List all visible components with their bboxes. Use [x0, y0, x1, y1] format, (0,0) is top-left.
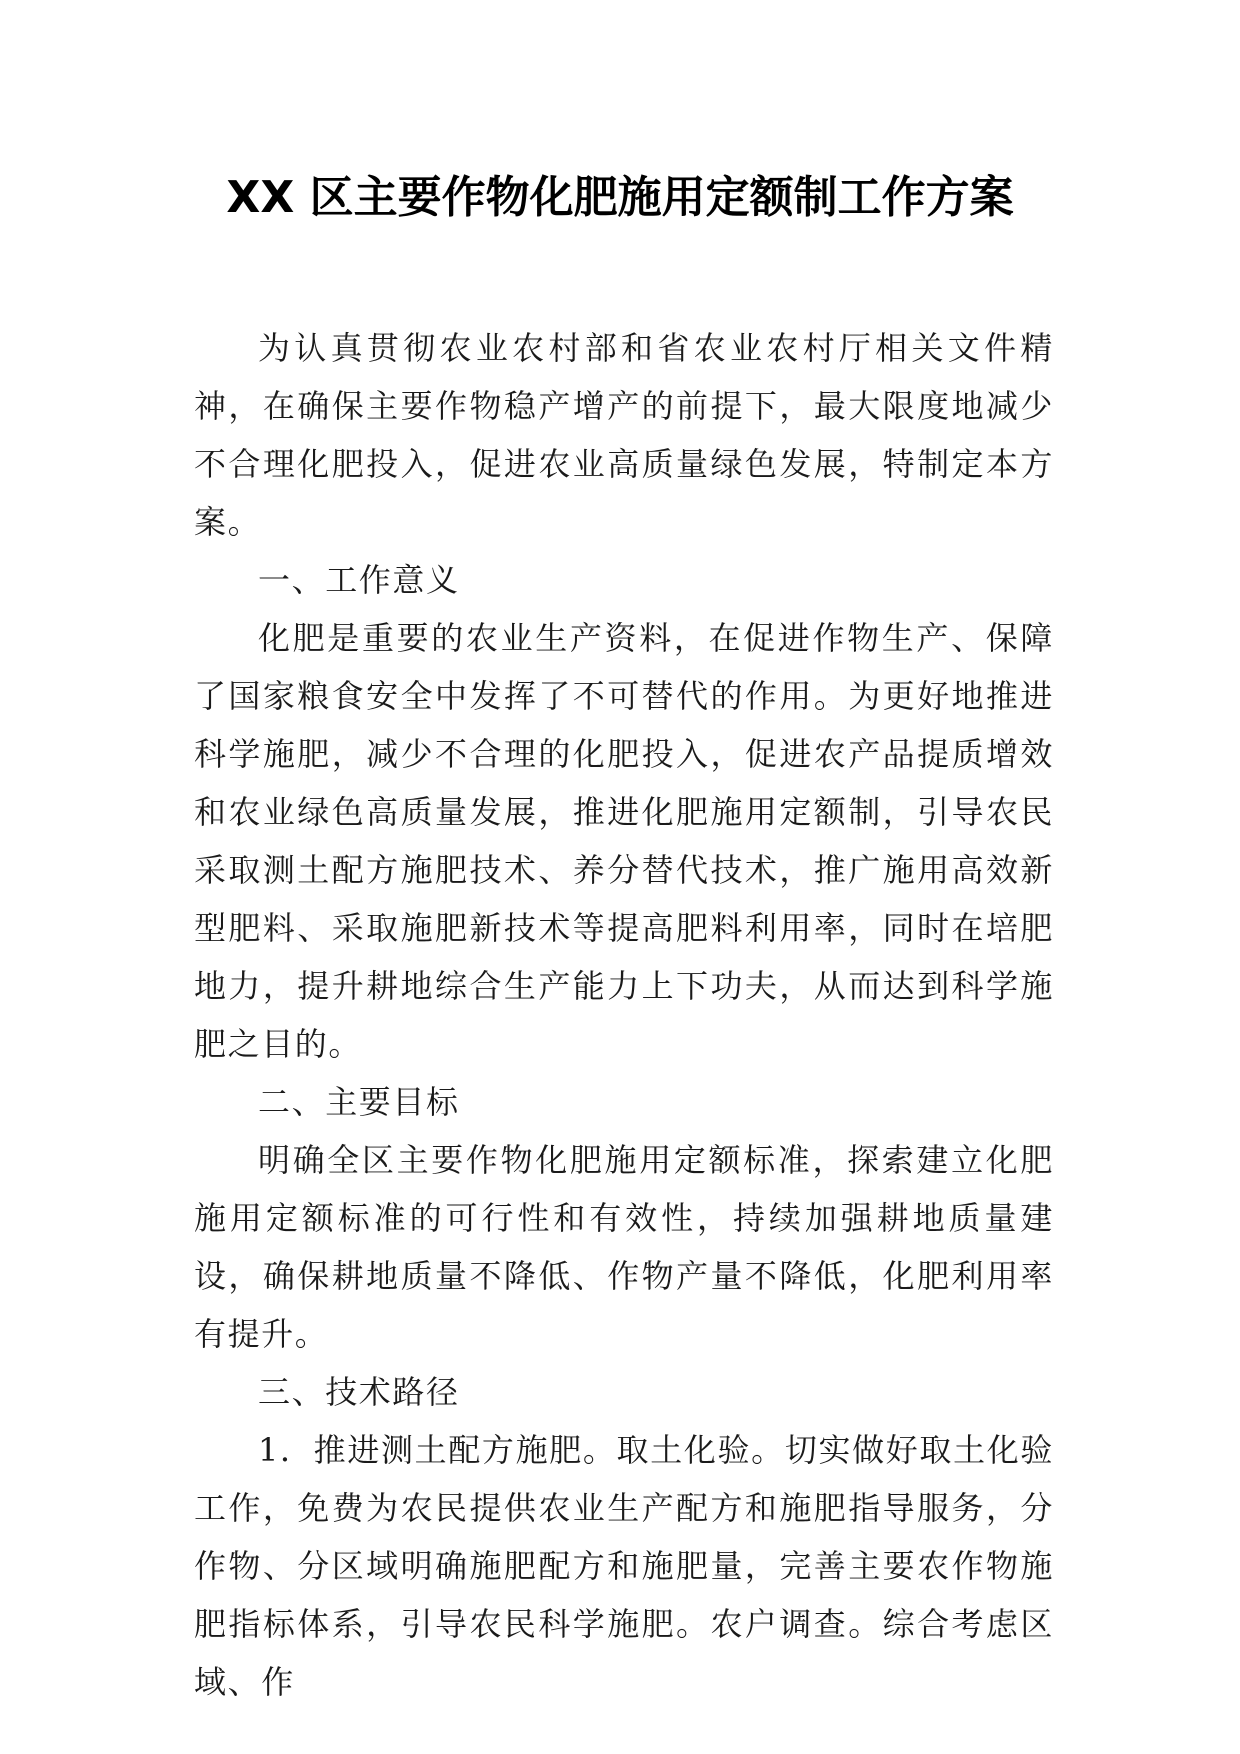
document-body [194, 319, 1054, 1711]
section-heading-significance: 一、工作意义 [258, 561, 460, 599]
intro-paragraph: 为认真贯彻农业农村部和省农业农村厅相关文件精神，在确保主要作物稳产增产的前提下，最大限度地减少不合理化肥投入，促进农业高质量绿色发展，特制定本方案。 [194, 329, 1054, 541]
significance-paragraph: 化肥是重要的农业生产资料，在促进作物生产、保障了国家粮食安全中发挥了不可替代的作用。为更好地推进科学施肥，减少不合理的化肥投入，促进农产品提质增效和农业绿色高质量发展，推进化肥施用定额制，引导农民采取测土配方施肥技术、养分替代技术，推广施用高效新型肥料、采取施肥新技术等提高肥料利用率，同时在培肥地力，提升耕地综合生产能力上下功夫，从而达到科学施肥之目的。 [194, 619, 1054, 1063]
document-title: XX 区主要作物化肥施用定额制工作方案 [226, 172, 1014, 223]
section-heading-goals: 二、主要目标 [258, 1083, 460, 1121]
technical-path-paragraph: 1．推进测土配方施肥。取土化验。切实做好取土化验工作，免费为农民提供农业生产配方和施肥指导服务，分作物、分区域明确施肥配方和施肥量，完善主要农作物施肥指标体系，引导农民科学施肥。农户调查。综合考虑区域、作 [194, 1431, 1054, 1701]
goals-paragraph: 明确全区主要作物化肥施用定额标准，探索建立化肥施用定额标准的可行性和有效性，持续加强耕地质量建设，确保耕地质量不降低、作物产量不降低，化肥利用率有提升。 [194, 1141, 1054, 1353]
section-heading-technical-path: 三、技术路径 [258, 1373, 460, 1411]
